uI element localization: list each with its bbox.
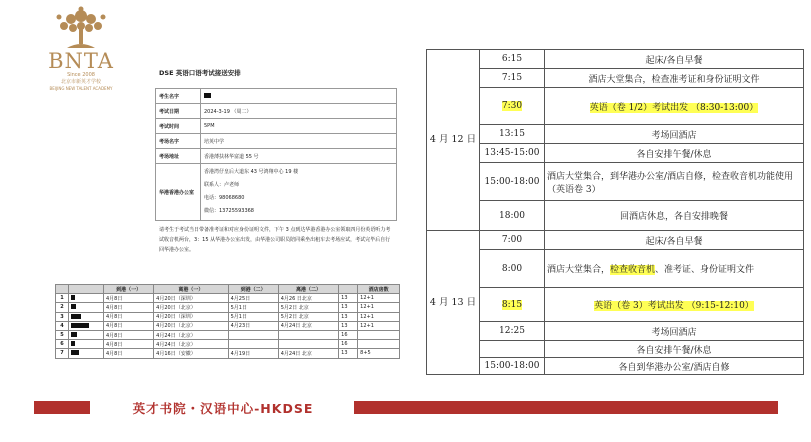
logo-chinese-name: 北京市新英才学校 bbox=[60, 79, 101, 85]
depart-2: 5月2日 北京 bbox=[278, 312, 338, 321]
schedule-time bbox=[480, 341, 545, 358]
logo-english-name: BEIJING NEW TALENT ACADEMY bbox=[49, 86, 113, 91]
roster-header: 到港（二） bbox=[228, 285, 278, 294]
depart-1: 4月20日（深圳） bbox=[154, 312, 228, 321]
schedule-activity: 英语（卷 1/2）考试出发 （8:30-13:00） bbox=[589, 102, 759, 113]
depart-2: 4月26 日北京 bbox=[278, 294, 338, 303]
redacted-name bbox=[69, 312, 104, 321]
roster-header: 离港（二） bbox=[278, 285, 338, 294]
arrive-2: 4月23日 bbox=[228, 321, 278, 330]
row-index: 5 bbox=[56, 330, 69, 339]
roster-header: 离港（一） bbox=[154, 285, 228, 294]
nights: 13 bbox=[339, 303, 358, 312]
arrive-2 bbox=[228, 340, 278, 349]
table-row bbox=[56, 349, 400, 358]
school-logo bbox=[26, 6, 136, 92]
info-value: 2024-3-19 （周二） bbox=[201, 104, 397, 119]
info-value: 5PM bbox=[201, 119, 397, 134]
schedule-activity: 考场回酒店 bbox=[545, 322, 804, 341]
info-key: 华港香港办公室 bbox=[156, 164, 201, 221]
table-row bbox=[56, 330, 400, 339]
rooms bbox=[358, 330, 400, 339]
footer-bar-left bbox=[34, 401, 90, 414]
schedule-row bbox=[427, 88, 804, 125]
roster-header: 到港（一） bbox=[104, 285, 154, 294]
arrive-1: 4月8日 bbox=[104, 321, 154, 330]
info-value: 香港薄扶林华富道 55 号 bbox=[201, 149, 397, 164]
depart-1: 4月20日（深圳） bbox=[154, 294, 228, 303]
schedule-time: 6:15 bbox=[480, 50, 545, 69]
office-details bbox=[201, 164, 397, 221]
roster-header bbox=[69, 285, 104, 294]
depart-2: 4月24日 北京 bbox=[278, 321, 338, 330]
schedule-time: 8:15 bbox=[501, 299, 523, 310]
depart-2 bbox=[278, 330, 338, 339]
schedule-row bbox=[427, 50, 804, 69]
info-key: 考场名字 bbox=[156, 134, 201, 149]
depart-1: 4月16日（安徽） bbox=[154, 349, 228, 358]
nights: 13 bbox=[339, 321, 358, 330]
schedule-time: 8:00 bbox=[480, 250, 545, 288]
schedule-activity: 起床/各自早餐 bbox=[545, 231, 804, 250]
info-value: 培英中学 bbox=[201, 134, 397, 149]
schedule-row bbox=[427, 201, 804, 231]
schedule-activity-cell bbox=[545, 88, 804, 125]
arrive-1: 4月8日 bbox=[104, 349, 154, 358]
logo-brand: BNTA bbox=[48, 49, 114, 73]
schedule-activity-cell bbox=[545, 288, 804, 322]
office-phone: 电话：98068680 bbox=[204, 195, 245, 201]
redacted-name bbox=[69, 340, 104, 349]
office-contact: 联系人：卢老师 bbox=[204, 182, 240, 188]
roster-header: 酒店房数 bbox=[358, 285, 400, 294]
info-row bbox=[156, 119, 397, 134]
schedule-time: 7:30 bbox=[501, 101, 523, 111]
arrive-2 bbox=[228, 330, 278, 339]
row-index: 6 bbox=[56, 340, 69, 349]
roster-header bbox=[339, 285, 358, 294]
row-index: 7 bbox=[56, 349, 69, 358]
rooms bbox=[358, 340, 400, 349]
schedule-time: 7:15 bbox=[480, 69, 545, 88]
table-row bbox=[56, 321, 400, 330]
row-index: 3 bbox=[56, 312, 69, 321]
schedule-row bbox=[427, 69, 804, 88]
schedule-time: 18:00 bbox=[480, 201, 545, 231]
info-row bbox=[156, 104, 397, 119]
schedule-row bbox=[427, 163, 804, 201]
schedule-row bbox=[427, 322, 804, 341]
rooms: 8+5 bbox=[358, 349, 400, 358]
schedule-time: 15:00-18:00 bbox=[480, 163, 545, 201]
schedule-time-cell bbox=[480, 288, 545, 322]
office-wechat: 微信：13725593368 bbox=[204, 208, 254, 214]
document-title: DSE 英语口语考试接送安排 bbox=[159, 69, 241, 77]
depart-1: 4月24日（北京） bbox=[154, 330, 228, 339]
depart-2: 5月2日 北京 bbox=[278, 303, 338, 312]
schedule-row bbox=[427, 125, 804, 144]
info-key: 考生名字 bbox=[156, 89, 201, 104]
schedule-time: 13:15 bbox=[480, 125, 545, 144]
redacted-name bbox=[69, 321, 104, 330]
arrive-1: 4月8日 bbox=[104, 340, 154, 349]
nights: 16 bbox=[339, 340, 358, 349]
exam-notice: 请考生于考试当日带备准考证和对应身份证明文件，下午 3 点到达华港香港办公室领取四月份英语听力考试收音机两台，3：15 从华港办公室出发，由华港公司职员陪同乘坐出租车去考场应试，考试完毕后自行回华港办公室。 bbox=[159, 227, 391, 253]
schedule-activity bbox=[545, 250, 804, 288]
table-row bbox=[56, 294, 400, 303]
arrive-2: 5月1日 bbox=[228, 312, 278, 321]
arrive-1: 4月8日 bbox=[104, 294, 154, 303]
schedule-activity: 英语（卷 3）考试出发 （9:15-12:10） bbox=[594, 301, 754, 311]
info-value bbox=[201, 89, 397, 104]
schedule-activity: 考场回酒店 bbox=[545, 125, 804, 144]
rooms: 12+1 bbox=[358, 312, 400, 321]
footer-bar-right bbox=[354, 401, 778, 414]
schedule-row bbox=[427, 288, 804, 322]
schedule-activity: 各自到华港办公室/酒店自修 bbox=[545, 358, 804, 375]
schedule-row bbox=[427, 231, 804, 250]
schedule-time: 13:45-15:00 bbox=[480, 144, 545, 163]
depart-1: 4月20日（北京） bbox=[154, 303, 228, 312]
depart-2: 4月24日 北京 bbox=[278, 349, 338, 358]
arrive-1: 4月8日 bbox=[104, 312, 154, 321]
redacted-name bbox=[69, 303, 104, 312]
office-address: 香港湾仔皇后大道东 43 号鸿翔中心 19 楼 bbox=[204, 169, 299, 175]
arrive-2: 5月1日 bbox=[228, 303, 278, 312]
rooms: 12+1 bbox=[358, 303, 400, 312]
arrive-1: 4月8日 bbox=[104, 330, 154, 339]
schedule-date-day1: 4 月 12 日 bbox=[427, 50, 480, 231]
schedule-activity: 酒店大堂集合，到华港办公室/酒店自修，检查收音机功能使用（英语卷 3） bbox=[545, 163, 804, 201]
schedule-activity: 回酒店休息，各自安排晚餐 bbox=[545, 201, 804, 231]
schedule-activity: 各自安排午餐/休息 bbox=[545, 144, 804, 163]
depart-1: 4月24日（北京） bbox=[154, 340, 228, 349]
arrive-1: 4月8日 bbox=[104, 303, 154, 312]
schedule-date-day2: 4 月 13 日 bbox=[427, 231, 480, 375]
logo-since: Since 2008 bbox=[67, 72, 95, 78]
row-index: 1 bbox=[56, 294, 69, 303]
roster-table bbox=[55, 284, 400, 359]
schedule-row bbox=[427, 144, 804, 163]
schedule-activity: 酒店大堂集合，检查准考证和身份证明文件 bbox=[545, 69, 804, 88]
schedule-row bbox=[427, 358, 804, 375]
rooms: 12+1 bbox=[358, 321, 400, 330]
schedule-row bbox=[427, 250, 804, 288]
roster-header bbox=[56, 285, 69, 294]
redacted-name bbox=[69, 294, 104, 303]
activity-part: 酒店大堂集合， bbox=[547, 265, 611, 275]
arrive-2: 4月25日 bbox=[228, 294, 278, 303]
nights: 13 bbox=[339, 294, 358, 303]
redacted-name bbox=[204, 93, 211, 98]
tree-logo-icon bbox=[51, 6, 111, 50]
exam-schedule-table bbox=[426, 49, 804, 375]
exam-info-table bbox=[155, 88, 397, 221]
info-key: 考试日期 bbox=[156, 104, 201, 119]
arrive-2: 4月19日 bbox=[228, 349, 278, 358]
row-index: 4 bbox=[56, 321, 69, 330]
depart-2 bbox=[278, 340, 338, 349]
schedule-time: 15:00-18:00 bbox=[480, 358, 545, 375]
info-row bbox=[156, 149, 397, 164]
schedule-time-cell bbox=[480, 88, 545, 125]
schedule-activity: 起床/各自早餐 bbox=[545, 50, 804, 69]
info-row bbox=[156, 89, 397, 104]
footer-title: 英才书院・汉语中心-HKDSE bbox=[132, 401, 314, 416]
redacted-name bbox=[69, 330, 104, 339]
schedule-row bbox=[427, 341, 804, 358]
schedule-activity: 各自安排午餐/休息 bbox=[545, 341, 804, 358]
nights: 16 bbox=[339, 330, 358, 339]
depart-1: 4月20日（北京） bbox=[154, 321, 228, 330]
activity-part: 、准考证、身份证明文件 bbox=[655, 265, 755, 275]
activity-highlight: 检查收音机 bbox=[610, 265, 656, 275]
info-key: 考场地址 bbox=[156, 149, 201, 164]
redacted-name bbox=[69, 349, 104, 358]
table-row bbox=[56, 340, 400, 349]
info-row bbox=[156, 134, 397, 149]
nights: 13 bbox=[339, 312, 358, 321]
info-key: 考试时间 bbox=[156, 119, 201, 134]
schedule-time: 12:25 bbox=[480, 322, 545, 341]
table-row bbox=[56, 303, 400, 312]
row-index: 2 bbox=[56, 303, 69, 312]
schedule-time: 7:00 bbox=[480, 231, 545, 250]
table-row bbox=[56, 312, 400, 321]
nights: 13 bbox=[339, 349, 358, 358]
info-row bbox=[156, 164, 397, 221]
roster-header-row bbox=[56, 285, 400, 294]
rooms: 12+1 bbox=[358, 294, 400, 303]
